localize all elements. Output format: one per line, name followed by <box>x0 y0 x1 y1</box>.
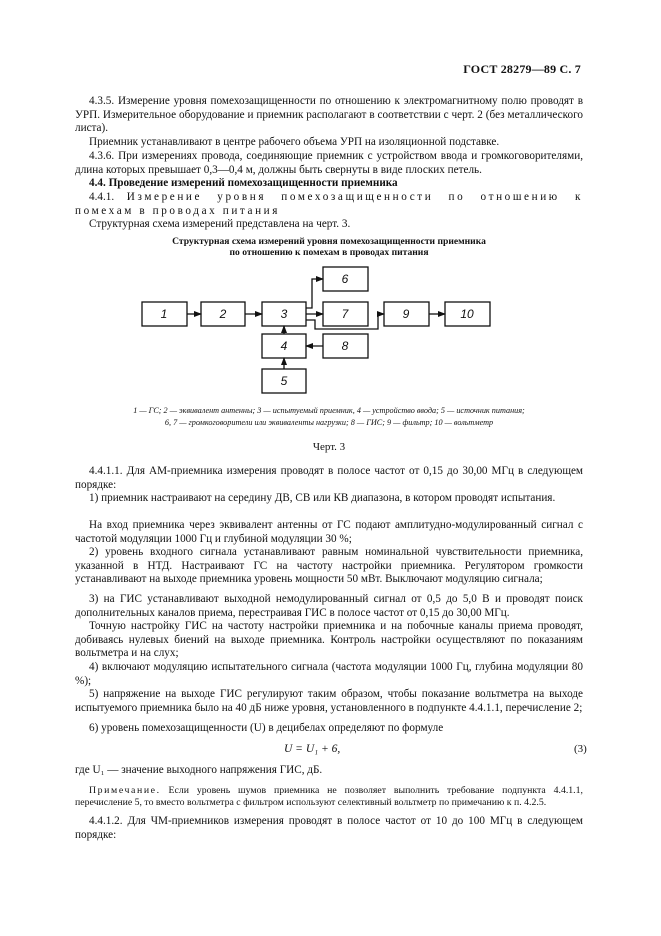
figure-caption-line2: по отношению к помехам в проводах питания <box>229 247 429 258</box>
paragraph-4-3-5: 4.3.5. Измерение уровня помехозащищенности по отношению к электромагнитному полю проводят в УРП. Измерительное оборудование и приемник располагают в соответствии с черт. 2 (без металлического листа). <box>75 95 583 135</box>
formula-where: где U₁ — значение выходного напряжения ГИС, дБ. <box>75 764 323 776</box>
block-label-3: 3 <box>280 307 288 321</box>
paragraph-4-4-1-1: 4.4.1.1. Для АМ-приемника измерения проводят в полосе частот от 0,15 до 30,00 МГц в следующем порядке: <box>75 465 583 491</box>
note-text: Если уровень шумов приемника не позволяет выполнить требование подпункта 4.4.1.1, перечисление 5, то вместо вольтметра с фильтром используют селективный вольтметр по примечанию к п. 4.2.5. <box>75 785 583 809</box>
block-label-6: 6 <box>341 272 349 286</box>
block-label-1: 1 <box>160 307 168 321</box>
figure-legend-line2: 6, 7 — громкоговорители или эквиваленты нагрузки; 8 — ГИС; 9 — фильтр; 10 — вольтметр <box>164 418 494 427</box>
formula-expression: U = U₁ + 6, <box>284 743 341 755</box>
section-4-4-heading: 4.4. Проведение измерений помехозащищенности приемника <box>89 177 398 189</box>
step-3-fine-tuning: Точную настройку ГИС на частоту настройки приемника и на побочные каналы приема проводят, добиваясь нулевых биений на выходе приемника. Контроль настройки осуществляют по показаниям вольтметра и на слух; <box>75 620 583 660</box>
figure-caption-line1: Структурная схема измерений уровня помехозащищенности приемника <box>172 236 486 247</box>
block-label-7: 7 <box>341 307 349 321</box>
block-label-9: 9 <box>402 307 410 321</box>
step-5: 5) напряжение на выходе ГИС регулируют таким образом, чтобы показание вольтметра на выходе испытуемого приемника было на 40 дБ ниже уровня, установленного в подпункте 4.4.1.1, перечисление 2; <box>75 688 583 714</box>
paragraph-4-3-5-placement: Приемник устанавливают в центре рабочего объема УРП на изоляционной подставке. <box>89 136 500 148</box>
paragraph-4-3-6: 4.3.6. При измерениях провода, соединяющие приемник с устройством ввода и громкоговорителями, длина которых превышает 0,3—0,4 м, должны быть свернуты в виде плоских петель. <box>75 150 583 176</box>
step-6: 6) уровень помехозащищенности (U) в децибелах определяют по формуле <box>89 722 444 734</box>
step-3: 3) на ГИС устанавливают выходной немодулированный сигнал от 0,5 до 5,0 В и проводят поиск дополнительных каналов приема, перестраивая ГИС в полосе частот от 0,15 до 30,00 МГц. <box>75 593 583 619</box>
clause-title-spaced: Измерение уровня помехозащищенности по отношению к помехам в проводах питания <box>75 191 583 217</box>
block-label-2: 2 <box>219 307 227 321</box>
note <box>75 785 583 810</box>
formula-number: (3) <box>574 743 587 755</box>
clause-number: 4.4.1. <box>89 191 115 203</box>
block-label-10: 10 <box>460 307 474 321</box>
step-1: 1) приемник настраивают на середину ДВ, СВ или КВ диапазона, в котором проводят испытания. <box>89 492 556 504</box>
page-header: ГОСТ 28279—89 С. 7 <box>463 62 581 76</box>
step-2: 2) уровень входного сигнала устанавливают равным номинальной чувствительности приемника, указанной в НТД. Настраивают ГС на частоту настройки приемника. Регулятором громкости устанавливают на выходе приемника уровень мощности 50 мВт. Выключают модуляцию сигнала; <box>75 546 583 586</box>
block-label-4: 4 <box>280 339 288 353</box>
note-label: Примечание. <box>89 785 161 796</box>
figure-label: Черт. 3 <box>312 441 346 453</box>
figure-legend-line1: 1 — ГС; 2 — эквивалент антенны; 3 — испытуемый приемник, 4 — устройство ввода; 5 — источник питания; <box>133 406 525 415</box>
paragraph-structural-scheme-ref: Структурная схема измерений представлена на черт. 3. <box>89 218 351 230</box>
step-1-input-signal: На вход приемника через эквивалент антенны от ГС подают амплитудно-модулированный сигнал с частотой модуляции 1000 Гц и глубиной модуляции 30 %; <box>75 519 583 545</box>
block-label-5: 5 <box>280 374 288 388</box>
step-4: 4) включают модуляцию испытательного сигнала (частота модуляции 1000 Гц, глубина модуляции 80 %); <box>75 661 583 687</box>
arrow-3-to-6 <box>306 279 323 308</box>
paragraph-4-4-1-2: 4.4.1.2. Для ЧМ-приемников измерения проводят в полосе частот от 10 до 100 МГц в следующем порядке: <box>75 815 583 841</box>
block-label-8: 8 <box>341 339 349 353</box>
